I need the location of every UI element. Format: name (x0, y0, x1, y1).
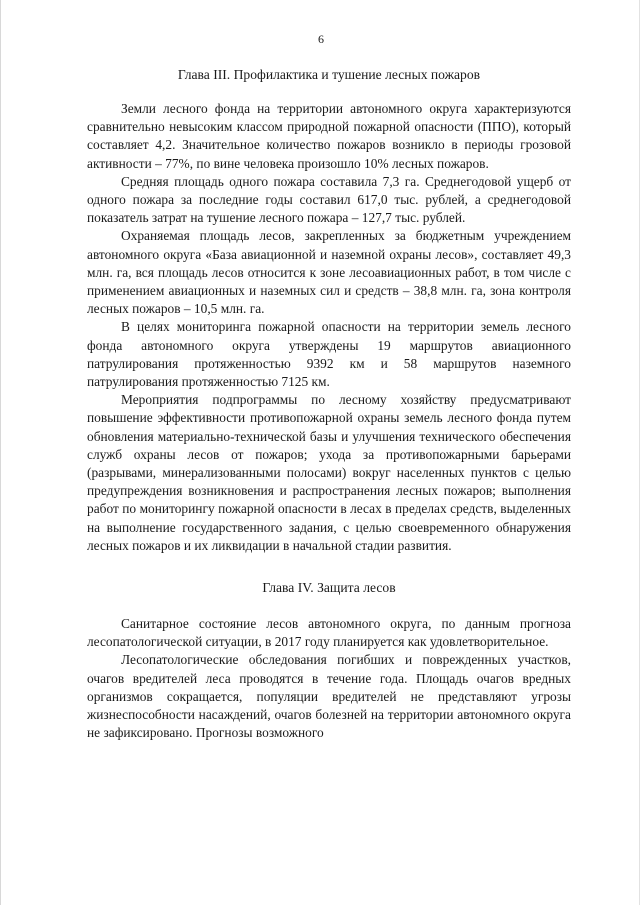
chapter-3-paragraph-4: В целях мониторинга пожарной опасности на территории земель лесного фонда автономного округа утверждены 19 маршрутов авиационного патрулирования протяженностью 9392 км и 58 маршрутов наземного патрулирования протяженностью 7125 км. (87, 319, 571, 390)
chapter-3-paragraph-3: Охраняемая площадь лесов, закрепленных за бюджетным учреждением автономного округа «База авиационной и наземной охраны лесов», составляет 49,3 млн. га, вся площадь лесов относится к зоне лесоавиационных работ, в том числе с применением авиационных и наземных сил и средств – 38,8 млн. га, зона контроля лесных пожаров – 10,5 млн. га. (87, 228, 571, 317)
chapter-4-paragraph-2: Лесопатологические обследования погибших и поврежденных участков, очагов вредителей леса проводятся в течение года. Площадь очагов вредных организмов сокращается, популяции вредителей не представляют угрозы жизнеспособности насаждений, очагов болезней на территории автономного округа не зафиксировано. Прогнозы возможного (87, 652, 571, 741)
chapter-4-heading: Глава IV. Защита лесов (262, 580, 396, 596)
chapter-3-paragraph-5: Мероприятия подпрограммы по лесному хозяйству предусматривают повышение эффективности противопожарной охраны земель лесного фонда путем обновления материально-технической базы и улучшения технического обеспечения служб охраны лесов от пожаров; ухода за противопожарными барьерами (разрывами, минерализованными полосами) вокруг населенных пунктов с целью предупреждения возникновения и распространения лесных пожаров; выполнения работ по мониторингу пожарной опасности в лесах в пределах средств, выделенных на выполнение государственного задания, с целью своевременного обнаружения лесных пожаров и их ликвидации в начальной стадии развития. (87, 392, 571, 553)
page-content (87, 66, 571, 743)
chapter-4-paragraph-1: Санитарное состояние лесов автономного округа, по данным прогноза лесопатологической ситуации, в 2017 году планируется как удовлетворительное. (87, 616, 571, 650)
page-number: 6 (318, 32, 324, 46)
chapter-3-paragraph-2: Средняя площадь одного пожара составила 7,3 га. Среднегодовой ущерб от одного пожара за последние годы составил 617,0 тыс. рублей, а среднегодовой показатель затрат на тушение лесного пожара – 127,7 тыс. рублей. (87, 173, 571, 226)
chapter-3-heading: Глава III. Профилактика и тушение лесных пожаров (177, 67, 481, 82)
chapter-3-paragraph-1: Земли лесного фонда на территории автономного округа характеризуются сравнительно невысоким классом природной пожарной опасности (ППО), который составляет 4,2. Значительное количество пожаров возникло в периоды грозовой активности – 77%, по вине человека произошло 10% лесных пожаров. (87, 101, 571, 171)
